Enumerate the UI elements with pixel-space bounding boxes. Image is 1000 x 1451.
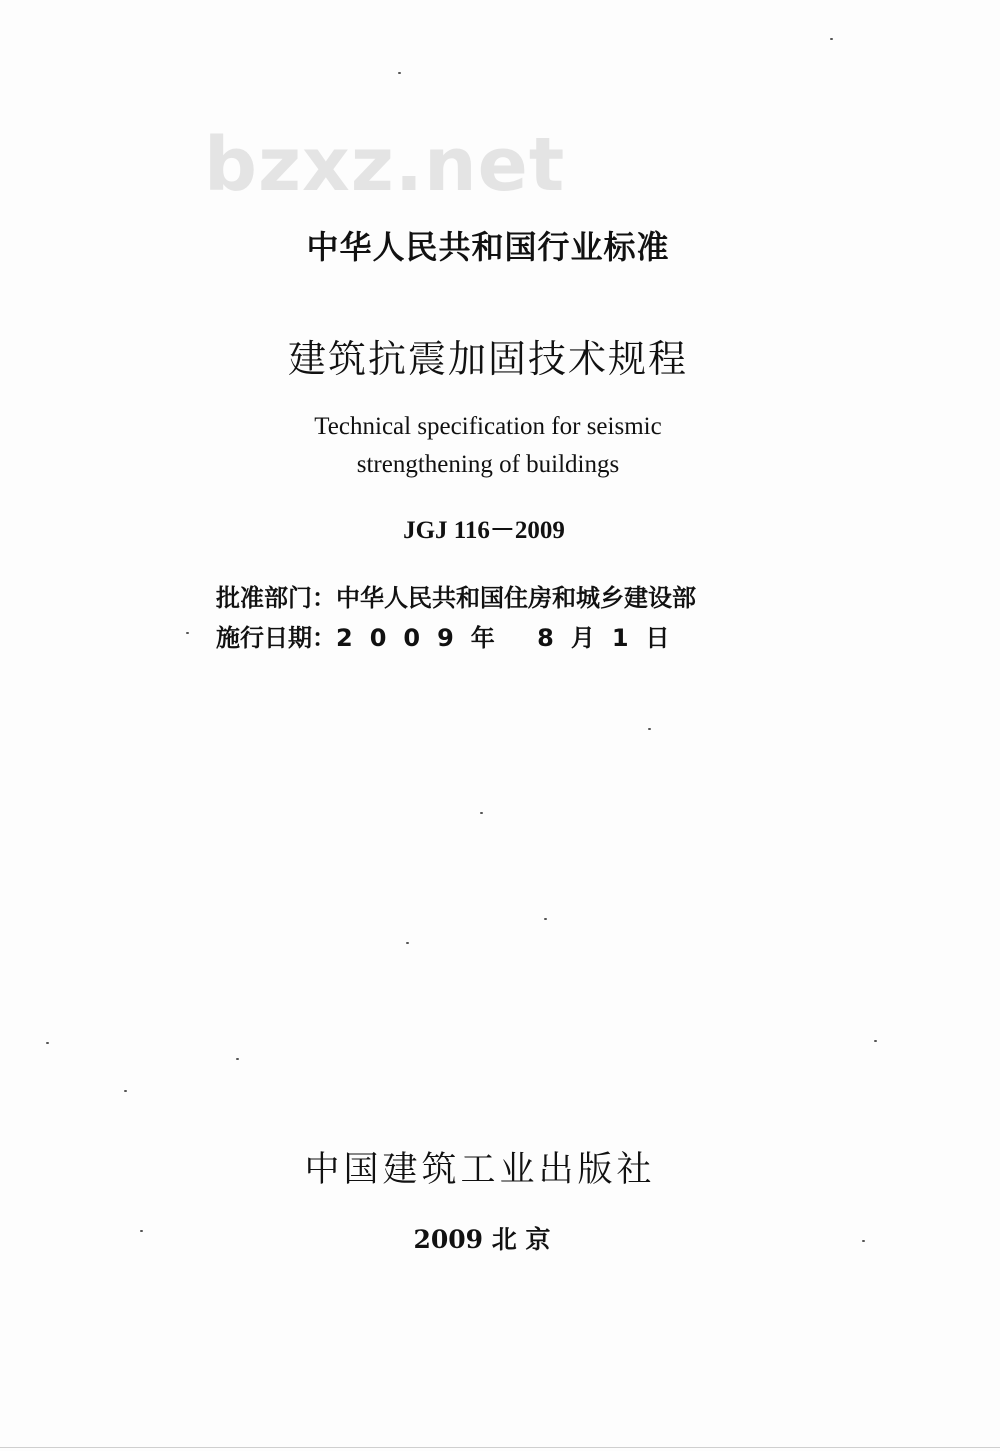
scan-speck (140, 1230, 143, 1232)
english-title-line-2: strengthening of buildings (356, 451, 620, 478)
scan-speck (186, 632, 189, 634)
scan-speck (544, 918, 547, 920)
scan-speck (46, 1042, 49, 1044)
effective-date-row (216, 618, 776, 653)
scan-speck (236, 1058, 239, 1060)
publisher-name: 中国建筑工业出版社 (304, 1150, 656, 1190)
english-title-line-1: Technical specification for seismic (314, 413, 662, 440)
standard-category-heading: 中华人民共和国行业标准 (306, 228, 670, 266)
document-title-chinese: 建筑抗震加固技术规程 (287, 337, 688, 381)
approval-department-value: 中华人民共和国住房和城乡建设部 (336, 584, 696, 612)
approval-department-row (216, 578, 776, 613)
effective-date-label: 施行日期： (216, 624, 336, 652)
scan-speck (398, 72, 401, 74)
document-title-english (0, 408, 988, 484)
scan-speck (480, 812, 483, 814)
publish-year-place: 2009 北 京 (413, 1225, 551, 1254)
scan-speck (648, 728, 651, 730)
scan-speck (830, 38, 833, 40)
effective-date-value: 2009年 8月1日 (336, 624, 687, 652)
scan-speck (874, 1040, 877, 1042)
scan-edge-line (0, 1447, 1000, 1448)
scan-speck (124, 1090, 127, 1092)
watermark-logo: bzxz.net (204, 122, 566, 208)
scan-speck (862, 1240, 865, 1242)
standard-code: JGJ 116－2009 (403, 517, 565, 544)
scan-speck (406, 942, 409, 944)
approval-department-label: 批准部门： (216, 584, 336, 612)
